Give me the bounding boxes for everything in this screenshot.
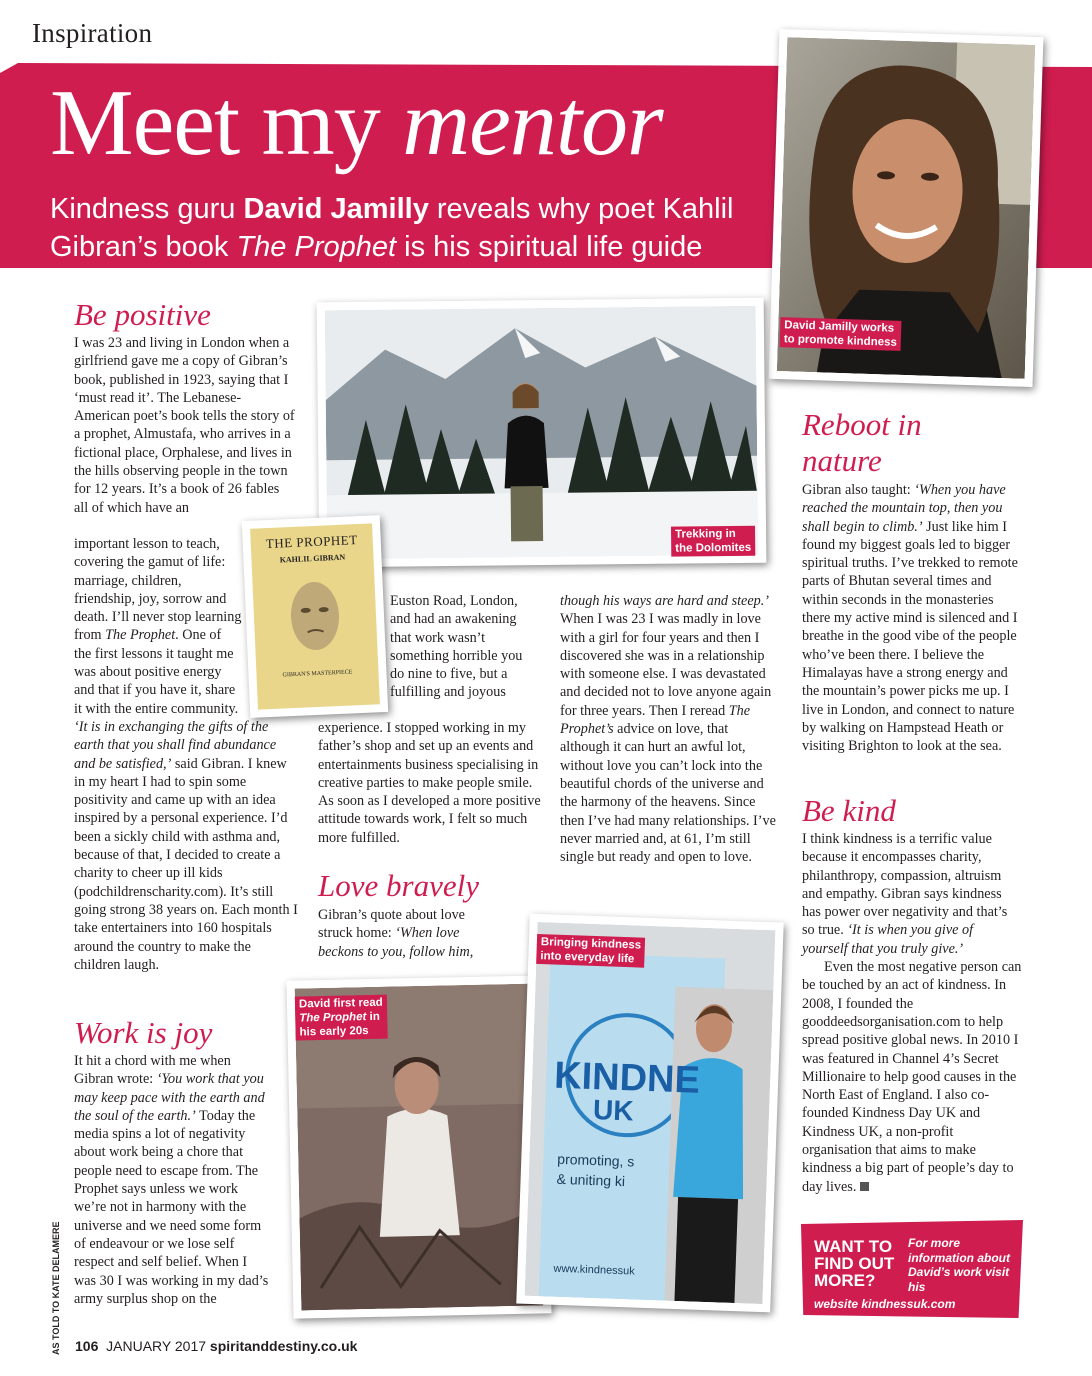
work-is-joy-para: It hit a chord with me when Gibran wrote: ‘You work that you may keep pace with the earth and the soul of the earth.’ Today the media spins a lot of negativity about work being a chore that people need to escape from. The Prophet says unless we work we’re not in harmony with the universe and we need some form of endeavour or we lose self respect and self belief. When I was 30 I was working in my dad’s army surplus shop on the bbox=[74, 1053, 269, 1307]
column-2-top bbox=[390, 592, 536, 702]
website[interactable]: spiritanddestiny.co.uk bbox=[209, 1338, 358, 1354]
column-3 bbox=[560, 592, 778, 866]
banner-word-kindness: KINDNE bbox=[553, 1054, 701, 1102]
end-mark-icon bbox=[860, 1182, 869, 1191]
subhead-reboot-in-nature-2: nature bbox=[802, 443, 882, 478]
book-title: THE PROPHET bbox=[265, 532, 358, 552]
banner-url: www.kindnessuk bbox=[553, 1262, 635, 1278]
dolomites-image bbox=[325, 306, 759, 559]
kindness-image bbox=[525, 922, 776, 1304]
find-out-more-text: For more information about David’s work visit his bbox=[908, 1236, 1010, 1294]
standfirst: Kindness guru David Jamilly reveals why poet Kahlil Gibran’s book The Prophet is his spiritual life guide bbox=[50, 193, 734, 263]
work-is-joy-cont-b: experience. I stopped working in my father’s shop and set up an events and entertainments business specialising in creative parties to make people smile. As soon as I developed a more positive attitude towards work, I felt so much more fulfilled. bbox=[318, 720, 541, 846]
banner-tagline-1: promoting, s bbox=[557, 1150, 635, 1170]
section-label: Inspiration bbox=[32, 18, 153, 48]
book-author: KAHLIL GIBRAN bbox=[279, 552, 346, 565]
be-positive-para-2: important lesson to teach, covering the gamut of life: marriage, children, friendship, joy, sorrow and death. I’ll never stop learning from The Prophet. One of the first lessons it taught me was about positive energy and that if you have it, share it with the entire community. bbox=[74, 536, 242, 717]
work-is-joy-cont-a: Euston Road, London, and had an awakening that work wasn’t something horrible you do nine to five, but a fulfilling and joyous bbox=[390, 593, 523, 701]
subhead-reboot-in-nature-1: Reboot in bbox=[802, 407, 922, 442]
page-number: 106 bbox=[75, 1338, 99, 1354]
book-cover-photo bbox=[242, 515, 388, 718]
author-credit: AS TOLD TO KATE DELAMERE bbox=[51, 1221, 61, 1355]
subhead-work-is-joy: Work is joy bbox=[74, 1015, 213, 1050]
column-1-lower bbox=[74, 718, 298, 974]
column-2-bottom bbox=[318, 906, 486, 961]
love-bravely-para-1: Gibran’s quote about love struck home: ‘When love beckons to you, follow him, bbox=[318, 907, 474, 960]
column-1-top bbox=[74, 334, 296, 517]
love-bravely-para-2: though his ways are hard and steep.’ When I was 23 I was madly in love with a girl for four years and then I discovered she was in a relationship with someone else. I was devastated and decided not to love anyone again for three years. Then I reread The Prophet’s advice on love, that although it can hurt an awful lot, without love you can’t lock into the beautiful chords of the universe and the harmony of the heavens. Since then I’ve had many relationships. I’ve never married and, at 61, I’m still single but ready and open to love. bbox=[560, 593, 776, 866]
kindness-banner-photo bbox=[516, 914, 783, 1313]
young-david-caption: David first read The Prophet in his early 20s bbox=[295, 995, 388, 1041]
portrait-photo bbox=[769, 29, 1044, 387]
be-kind-para-2: Even the most negative person can be touched by an act of kindness. In 2008, I founded the gooddeedsorganisation.com to help spread positive global news. In 2010 I was featured in Channel 4’s Secret Millionaire to help good causes in the North East of England. I also co-founded Kindness Day UK and Kindness UK, a non-profit organisation that aims to make kindness a big part of people’s day to day lives. bbox=[802, 959, 1022, 1195]
page-footer bbox=[75, 1338, 357, 1354]
young-david-photo bbox=[286, 975, 551, 1318]
reboot-para: Gibran also taught: ‘When you have reached the mountain top, then you shall begin to climb.’ Just like him I found my biggest goals led to bigger spiritual truths. I’ve trekked to remote parts of Bhutan several times and within seconds in the monasteries there my active mind is silenced and I breathe in the good vibe of the people who’ve been there. I believe the Himalayas have a strong energy and the mountain’s power picks me up. I live in London, and connect to nature by walking on Hampstead Heath or visiting Brighton to look at the sea. bbox=[802, 482, 1018, 755]
portrait-caption: David Jamilly works to promote kindness bbox=[780, 317, 902, 351]
book-face-illustration bbox=[283, 575, 346, 658]
find-out-more-title: WANT TO FIND OUT MORE? bbox=[814, 1237, 895, 1290]
banner-tagline-2: & uniting ki bbox=[556, 1170, 626, 1190]
subhead-love-bravely: Love bravely bbox=[318, 868, 479, 903]
headline: Meet my mentor bbox=[50, 71, 663, 175]
subhead-be-kind: Be kind bbox=[802, 793, 896, 828]
dolomites-photo bbox=[317, 298, 767, 568]
column-4-bottom bbox=[802, 830, 1022, 1196]
be-kind-para-1: I think kindness is a terrific value because it encompasses charity, philanthropy, compassion, altruism and empathy. Gibran says kindness has power over negativity and that’s so true. ‘It is when you give of yourself that you truly give.’ bbox=[802, 831, 1008, 957]
column-4-top bbox=[802, 481, 1022, 755]
kindness-caption: Bringing kindness into everyday life bbox=[536, 934, 645, 968]
subhead-be-positive: Be positive bbox=[74, 297, 211, 332]
dolomites-caption: Trekking in the Dolomites bbox=[671, 526, 755, 557]
book-masterpiece: GIBRAN'S MASTERPIECE bbox=[282, 669, 353, 679]
column-1-bottom bbox=[74, 1052, 270, 1308]
column-2-mid bbox=[318, 719, 546, 847]
banner-word-uk: UK bbox=[592, 1094, 635, 1127]
be-positive-para-3: ‘It is in exchanging the gifts of the earth that you shall find abundance and be satisfied,’ said Gibran. I knew in my heart I had to spin some positivity and came up with an idea inspired by a personal experience. I’d been a sickly child with asthma and, because of that, I decided to create a charity to cheer up ill kids (podchildrenscharity.com). It’s still going strong 38 years on. Each month I take entertainers into 160 hospitals around the country to make the children laugh. bbox=[74, 719, 298, 973]
find-out-more-link[interactable]: website kindnessuk.com bbox=[814, 1297, 956, 1311]
issue-date: JANUARY 2017 bbox=[106, 1338, 207, 1354]
column-1-mid bbox=[74, 535, 242, 718]
be-positive-para-1: I was 23 and living in London when a girlfriend gave me a copy of Gibran’s book, published in 1923, saying that I ‘must read it’. The Lebanese-American poet’s book tells the story of a prophet, Almustafa, who arrives in a fictional place, Orphalese, and lives in the hills observing people in the town for 12 years. It’s a book of 26 fables all of which have an bbox=[74, 335, 295, 516]
